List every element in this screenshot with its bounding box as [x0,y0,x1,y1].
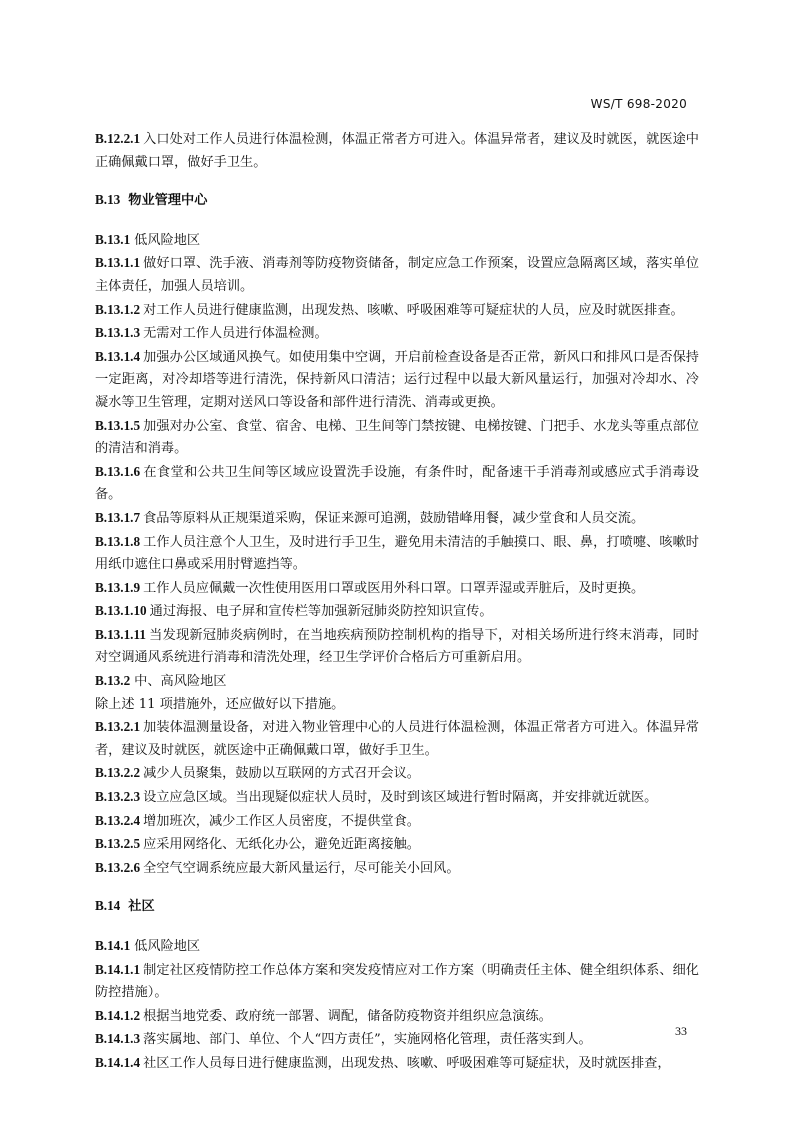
clause-text: 增加班次，减少工作区人员密度，不提供堂食。 [143,813,420,829]
clause-number: B.13.1.8 [95,533,141,549]
clause-text: 全空气空调系统应最大新风量运行，尽可能关小回风。 [143,860,460,876]
clause-number: B.13.1.9 [95,579,141,595]
clause-text: 中、高风险地区 [134,674,227,690]
clause-text: 做好口罩、洗手液、消毒剂等防疫物资储备，制定应急工作预案，设置应急隔离区域，落实单位主体责任，加强人员培训。 [95,256,699,294]
clause-text: 减少人员聚集，鼓励以互联网的方式召开会议。 [143,766,420,782]
clause-number: B.13.2.4 [95,812,141,828]
clause-text: 加强办公区域通风换气。如使用集中空调，开启前检查设备是否正常，新风口和排风口是否保持一定距离，对冷却塔等进行清洗，保持新风口清洁；运行过程中以最大新风量运行，加强对冷却水、冷凝水等卫生管理，定期对送风口等设备和部件进行清洗、消毒或更换。 [95,349,699,410]
clause-number: B.13 [95,192,121,208]
clause-number: B.13.1.3 [95,325,141,341]
page-number: 33 [675,1024,687,1038]
clause-number: B.13.2.1 [95,719,141,735]
clause-text: 社区 [128,899,155,915]
clause-text: 在食堂和公共卫生间等区域应设置洗手设施，有条件时，配备速干手消毒剂或感应式手消毒设备。 [95,464,699,503]
clause-number: B.14.1.3 [95,1031,141,1047]
subsection-heading [95,229,699,253]
clause-paragraph [95,716,699,762]
clause-number: B.13.1.11 [95,626,146,642]
clause-number: B.13.2.5 [95,836,141,852]
clause-text: 设立应急区域。当出现疑似症状人员时，及时到该区域进行暂时隔离，并安排就近就医。 [143,790,658,806]
clause-paragraph [95,762,699,786]
clause-text: 加装体温测量设备，对进入物业管理中心的人员进行体温检测，体温正常者方可进入。体温异常者，建议及时就医，就医途中正确佩戴口罩，做好手卫生。 [95,720,699,758]
clause-number: B.13.2.2 [95,765,141,781]
clause-number: B.12.2.1 [95,131,141,146]
clause-number: B.14.1 [95,938,131,953]
section-heading [95,895,699,919]
clause-paragraph [95,694,699,717]
clause-number: B.13.2 [95,673,131,689]
clause-paragraph [95,1005,699,1029]
clause-text: 当发现新冠肺炎病例时，在当地疾病预防控制机构的指导下，对相关场所进行终末消毒，同时对空调通风系统进行消毒和清洗处理，经卫生学评价合格后方可重新启用。 [95,627,699,666]
clause-paragraph [95,833,699,857]
clause-paragraph [95,252,699,298]
clause-text: 制定社区疫情防控工作总体方案和突发疫情应对工作方案（明确责任主体、健全组织体系、细化防控措施）。 [95,962,699,1001]
clause-number: B.14.1.4 [95,1054,141,1070]
standard-code: WS/T 698-2020 [590,97,687,111]
clause-paragraph [95,507,699,531]
section-heading [95,189,699,213]
clause-paragraph [95,786,699,810]
clause-text: 物业管理中心 [128,193,208,209]
clause-number: B.13.1.7 [95,509,141,525]
clause-number: B.13.1.4 [95,348,141,364]
clause-paragraph [95,128,699,174]
clause-paragraph [95,600,699,624]
clause-text: 通过海报、电子屏和宣传栏等加强新冠肺炎防控知识宣传。 [149,604,493,620]
clause-text: 工作人员应佩戴一次性使用医用口罩或医用外科口罩。口罩弄湿或弄脏后，及时更换。 [143,580,645,596]
clause-paragraph [95,624,699,670]
clause-text: 食品等原料从正规渠道采购，保证来源可追溯，鼓励错峰用餐，减少堂食和人员交流。 [143,510,645,526]
document-body [95,128,699,1076]
clause-text: 无需对工作人员进行体温检测。 [143,326,328,342]
clause-number: B.13.1.6 [95,463,141,479]
clause-text: 低风险地区 [134,232,201,248]
clause-paragraph [95,346,699,415]
clause-paragraph [95,299,699,323]
clause-number: B.13.1 [95,231,131,247]
clause-text: 加强对办公室、食堂、宿舍、电梯、卫生间等门禁按键、电梯按键、门把手、水龙头等重点部位的清洁和消毒。 [95,418,699,457]
clause-text: 除上述 11 项措施外，还应做好以下措施。 [95,696,345,712]
clause-paragraph [95,415,699,461]
clause-paragraph [95,810,699,834]
subsection-heading [95,670,699,694]
clause-number: B.14 [95,898,121,914]
clause-text: 落实属地、部门、单位、个人“四方责任”，实施网格化管理，责任落实到人。 [143,1032,592,1048]
clause-paragraph [95,857,699,881]
clause-paragraph [95,531,699,577]
clause-number: B.13.2.3 [95,789,141,805]
clause-number: B.13.1.1 [95,255,141,271]
clause-paragraph [95,577,699,601]
clause-text: 根据当地党委、政府统一部署、调配，储备防疫物资并组织应急演练。 [143,1008,552,1024]
clause-text: 入口处对工作人员进行体温检测，体温正常者方可进入。体温异常者，建议及时就医，就医途中正确佩戴口罩，做好手卫生。 [95,132,699,170]
subsection-heading [95,935,699,959]
clause-number: B.13.1.2 [95,301,141,317]
clause-number: B.13.1.5 [95,417,141,433]
clause-number: B.13.1.10 [95,603,147,619]
clause-text: 对工作人员进行健康监测，出现发热、咳嗽、呼吸困难等可疑症状的人员，应及时就医排查。 [143,302,684,318]
clause-paragraph [95,1052,699,1076]
clause-paragraph [95,322,699,346]
clause-paragraph [95,1028,699,1052]
clause-paragraph [95,461,699,507]
clause-number: B.14.1.2 [95,1007,141,1023]
clause-number: B.14.1.1 [95,961,141,977]
clause-text: 社区工作人员每日进行健康监测，出现发热、咳嗽、呼吸困难等可疑症状，及时就医排查， [143,1055,671,1071]
clause-text: 低风险地区 [134,939,201,954]
clause-number: B.13.2.6 [95,859,141,875]
clause-paragraph [95,959,699,1005]
clause-text: 应采用网络化、无纸化办公，避免近距离接触。 [143,837,420,853]
clause-text: 工作人员注意个人卫生，及时进行手卫生，避免用未清洁的手触摸口、眼、鼻，打喷嚏、咳嗽时用纸巾遮住口鼻或采用肘臂遮挡等。 [95,534,699,573]
